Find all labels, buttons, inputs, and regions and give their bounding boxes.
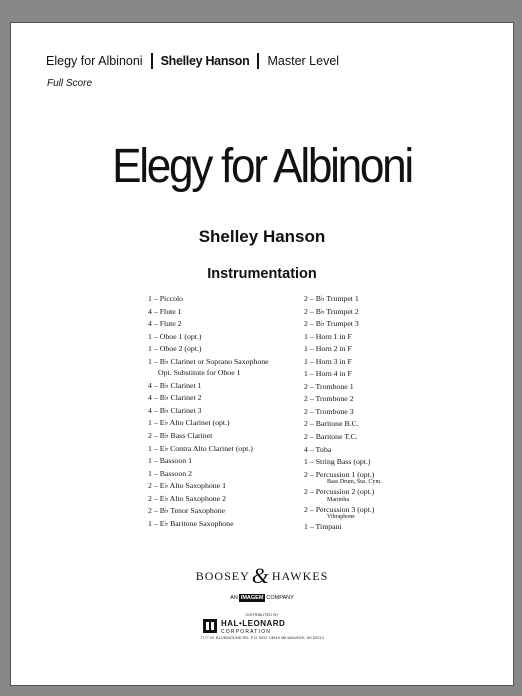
instrument-item: 4 – Flute 1 bbox=[148, 306, 182, 316]
instrument-item: 2 – B♭ Bass Clarinet bbox=[148, 431, 213, 441]
instrument-item: 1 – Bassoon 2 bbox=[148, 468, 192, 478]
instrument-item: 1 – E♭ Contra Alto Clarinet (opt.) bbox=[148, 443, 253, 453]
distributed-by: DISTRIBUTED BY bbox=[245, 612, 279, 617]
composer-name: Shelley Hanson bbox=[198, 227, 326, 246]
hal-leonard-mark-icon bbox=[203, 619, 217, 633]
instrument-sub-note: Marimba bbox=[327, 496, 349, 503]
header-line bbox=[46, 53, 339, 69]
imagem-box: IMAGEM bbox=[240, 595, 264, 601]
header-separator bbox=[257, 53, 259, 69]
instrument-item: 2 – B♭ Trumpet 2 bbox=[304, 306, 359, 316]
instrument-item: 1 – Bassoon 1 bbox=[148, 456, 192, 466]
instrument-item: 2 – B♭ Trumpet 3 bbox=[304, 319, 359, 329]
publisher-address: 7777 W. BLUEMOUND RD. P.O. BOX 13819 MILWAUKEE, WI 53213 bbox=[200, 635, 324, 640]
instrument-sub-note: Vibraphone bbox=[327, 514, 355, 521]
instrument-item: 2 – Trombone 2 bbox=[304, 394, 354, 404]
instrument-item: 1 – B♭ Clarinet or Soprano Saxophone bbox=[148, 356, 269, 366]
instrument-item: 1 – Horn 2 in F bbox=[304, 344, 352, 354]
hal-leonard-corp: CORPORATION bbox=[221, 629, 272, 635]
instrument-item: 1 – Oboe 1 (opt.) bbox=[148, 331, 202, 341]
instrument-item: 2 – Baritone T.C. bbox=[304, 432, 358, 442]
instrument-item: 1 – Horn 4 in F bbox=[304, 369, 352, 379]
instrument-item: 2 – Percussion 1 (opt.) bbox=[304, 469, 375, 479]
instrument-item: 4 – Flute 2 bbox=[148, 319, 182, 329]
instrument-item: 1 – Piccolo bbox=[148, 294, 184, 303]
instrument-item: 1 – String Bass (opt.) bbox=[304, 457, 371, 467]
instrument-item: 2 – Trombone 3 bbox=[304, 406, 354, 416]
instrument-item: 2 – Percussion 2 (opt.) bbox=[304, 487, 375, 497]
instrument-item: 1 – E♭ Alto Clarinet (opt.) bbox=[148, 418, 230, 428]
instrumentation-heading: Instrumentation bbox=[207, 266, 317, 282]
instrument-item: 1 – Timpani bbox=[304, 522, 342, 532]
instrument-item: 2 – B♭ Tenor Saxophone bbox=[148, 506, 226, 516]
hal-leonard-logo bbox=[201, 617, 341, 635]
instrumentation-list-right bbox=[304, 293, 382, 534]
score-page bbox=[10, 22, 514, 686]
instrument-item: 1 – E♭ Baritone Saxophone bbox=[148, 518, 234, 528]
publisher-ampersand: & bbox=[251, 563, 270, 588]
instrument-item: 2 – Percussion 3 (opt.) bbox=[304, 504, 375, 514]
hal-leonard-name: HAL•LEONARD bbox=[221, 619, 286, 628]
instrument-item: 2 – Trombone 1 bbox=[304, 381, 354, 391]
publisher-logo bbox=[11, 563, 513, 589]
instrument-sub-note: Bass Drum, Sus. Cym. bbox=[327, 479, 382, 486]
header-separator bbox=[151, 53, 153, 69]
header-title: Elegy for Albinoni bbox=[46, 54, 143, 68]
instrument-item: 4 – Tuba bbox=[304, 444, 332, 454]
instrument-item: 4 – B♭ Clarinet 3 bbox=[148, 405, 202, 415]
imagem-post: COMPANY bbox=[266, 595, 294, 601]
instrument-item: 1 – Horn 1 in F bbox=[304, 331, 352, 341]
publisher-boosey: BOOSEY bbox=[195, 569, 250, 583]
instrument-item: 1 – Oboe 2 (opt.) bbox=[148, 344, 202, 354]
header-author: Shelley Hanson bbox=[160, 54, 250, 68]
instrument-item: 4 – B♭ Clarinet 2 bbox=[148, 393, 202, 403]
instrument-item: 2 – E♭ Alto Saxophone 1 bbox=[148, 481, 226, 491]
instrument-item: 4 – B♭ Clarinet 1 bbox=[148, 380, 202, 390]
instrument-item: 2 – E♭ Alto Saxophone 2 bbox=[148, 493, 226, 503]
imagem-logo bbox=[11, 594, 513, 602]
imagem-pre: AN bbox=[230, 595, 238, 601]
header-level: Master Level bbox=[267, 54, 340, 68]
score-type: Full Score bbox=[47, 78, 93, 89]
page-title: Elegy for Albinoni bbox=[112, 140, 412, 193]
instrumentation-list-left bbox=[148, 293, 269, 530]
instrument-item: 2 – B♭ Trumpet 1 bbox=[304, 294, 359, 303]
instrument-note: Opt. Substitute for Oboe 1 bbox=[158, 368, 241, 378]
instrument-item: 2 – Baritone B.C. bbox=[304, 419, 359, 429]
instrument-item: 1 – Horn 3 in F bbox=[304, 356, 352, 366]
publisher-hawkes: HAWKES bbox=[271, 569, 329, 583]
